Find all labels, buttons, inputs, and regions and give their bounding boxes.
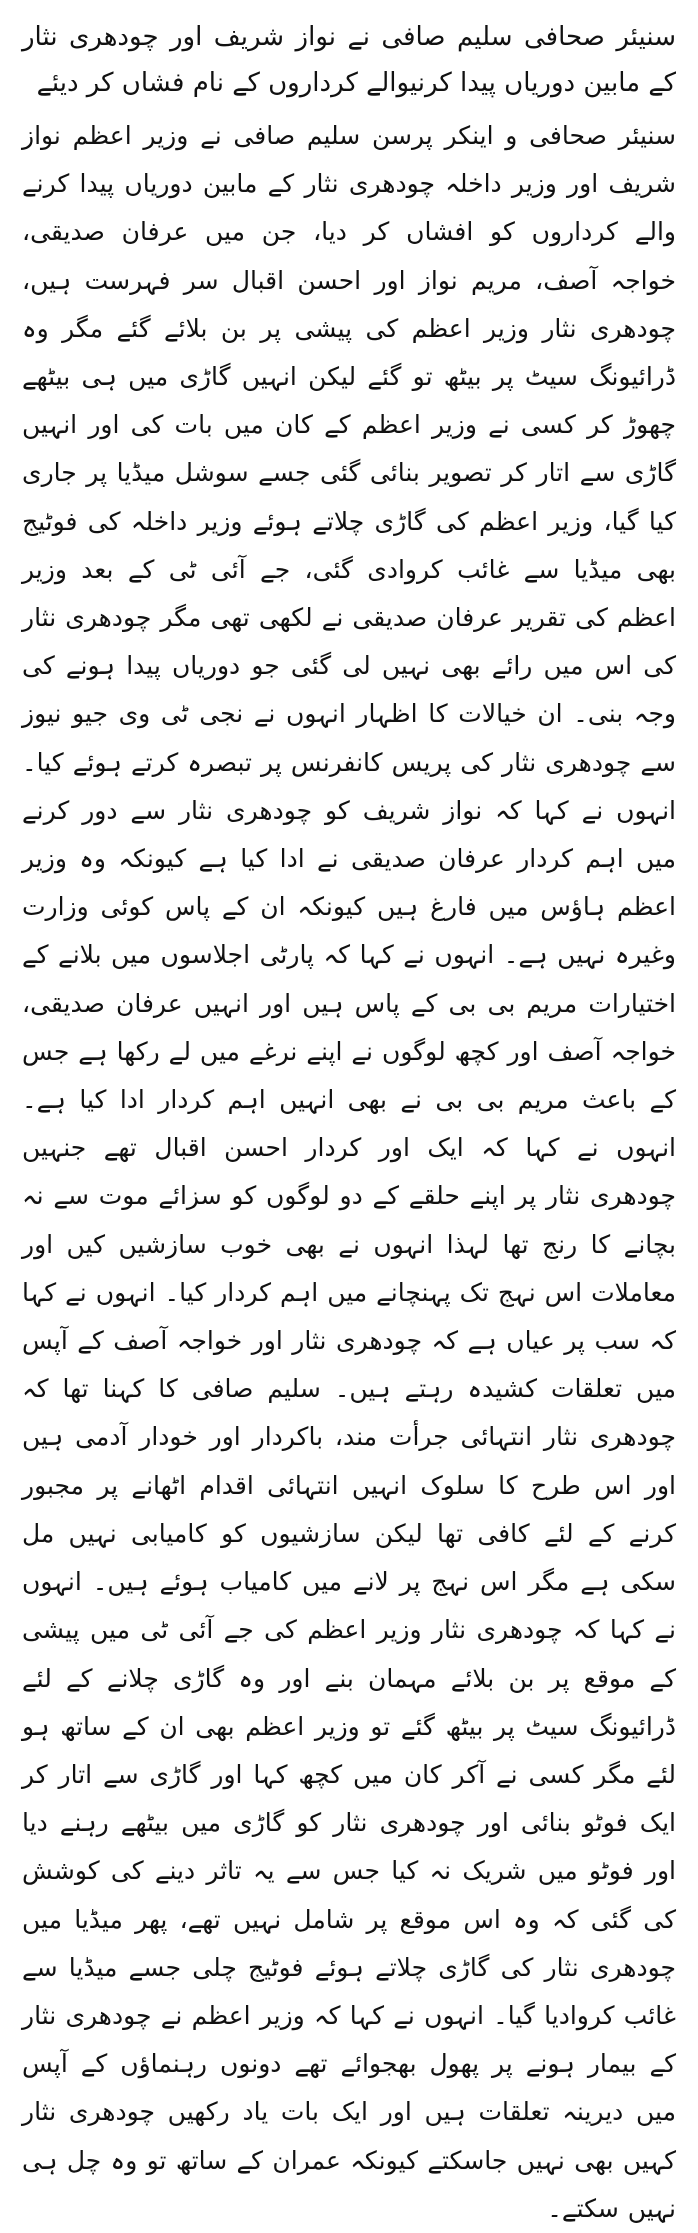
- article-headline: سنیئر صحافی سلیم صافی نے نواز شریف اور چودھری نثار کے مابین دوریاں پیدا کرنیوالے کرداروں کے نام فشاں کر دیئے: [22, 22, 676, 98]
- article-body: سنیئر صحافی و اینکر پرسن سلیم صافی نے وزیر اعظم نواز شریف اور وزیر داخلہ چودھری نثار کے مابین دوریاں پیدا کرنے والے کرداروں کو افشاں کر دیا، جن میں عرفان صدیقی، خواجہ آصف، مریم نواز اور احسن اقبال سر فہرست ہیں، چودھری نثار وزیر اعظم کی پیشی پر بن بلائے گئے مگر وہ ڈرائیونگ سیٹ پر بیٹھ تو گئے لیکن انہیں گاڑی میں ہی بیٹھے چھوڑ کر کسی نے وزیر اعظم کے کان میں بات کی اور انہیں گاڑی سے اتار کر تصویر بنائی گئی جسے سوشل میڈیا پر جاری کیا گیا، وزیر اعظم کی گاڑی چلاتے ہوئے وزیر داخلہ کی فوٹیج بھی میڈیا سے غائب کروادی گئی، جے آئی ٹی کے بعد وزیر اعظم کی تقریر عرفان صدیقی نے لکھی تھی مگر چودھری نثار کی اس میں رائے بھی نہیں لی گئی جو دوریاں پیدا ہونے کی وجہ بنی۔ ان خیالات کا اظہار انہوں نے نجی ٹی وی جیو نیوز سے چودھری نثار کی پریس کانفرنس پر تبصرہ کرتے ہوئے کیا۔ انہوں نے کہا کہ نواز شریف کو چودھری نثار سے دور کرنے میں اہم کردار عرفان صدیقی نے ادا کیا ہے کیونکہ وہ وزیر اعظم ہاؤس میں فارغ ہیں کیونکہ ان کے پاس کوئی وزارت وغیرہ نہیں ہے۔ انہوں نے کہا کہ پارٹی اجلاسوں میں بلانے کے اختیارات مریم بی بی کے پاس ہیں اور انہیں عرفان صدیقی، خواجہ آصف اور کچھ لوگوں نے اپنے نرغے میں لے رکھا ہے جس کے باعث مریم بی بی نے بھی انہیں اہم کردار ادا کیا ہے۔ انہوں نے کہا کہ ایک اور کردار احسن اقبال تھے جنہیں چودھری نثار پر اپنے حلقے کے دو لوگوں کو سزائے موت سے نہ بچانے کا رنج تھا لہذا انہوں نے بھی خوب سازشیں کیں اور معاملات اس نہج تک پہنچانے میں اہم کردار کیا۔ انہوں نے کہا کہ سب پر عیاں ہے کہ چودھری نثار اور خواجہ آصف کے آپس میں تعلقات کشیدہ رہتے ہیں۔ سلیم صافی کا کہنا تھا کہ چودھری نثار انتہائی جرأت مند، باکردار اور خودار آدمی ہیں اور اس طرح کا سلوک انہیں انتہائی اقدام اٹھانے پر مجبور کرنے کے لئے کافی تھا لیکن سازشیوں کو کامیابی نہیں مل سکی ہے مگر اس نہج پر لانے میں کامیاب ہوئے ہیں۔ انہوں نے کہا کہ چودھری نثار وزیر اعظم کی جے آئی ٹی میں پیشی کے موقع پر بن بلائے مہمان بنے اور وہ گاڑی چلانے کے لئے ڈرائیونگ سیٹ پر بیٹھ گئے تو وزیر اعظم بھی ان کے ساتھ ہو لئے مگر کسی نے آکر کان میں کچھ کہا اور گاڑی سے اتار کر ایک فوٹو بنائی اور چودھری نثار کو گاڑی میں بیٹھے رہنے دیا اور فوٹو میں شریک نہ کیا جس سے یہ تاثر دینے کی کوشش کی گئی کہ وہ اس موقع پر شامل نہیں تھے، پھر میڈیا میں چودھری نثار کی گاڑی چلاتے ہوئے فوٹیج چلی جسے میڈیا سے غائب کروادیا گیا۔ انہوں نے کہا کہ وزیر اعظم نے چودھری نثار کے بیمار ہونے پر پھول بھجوائے تھے دونوں رہنماؤں کے آپس میں دیرینہ تعلقات ہیں اور ایک بات یاد رکھیں چودھری نثار کہیں بھی نہیں جاسکتے کیونکہ عمران کے ساتھ تو وہ چل ہی نہیں سکتے۔: [22, 121, 676, 2223]
